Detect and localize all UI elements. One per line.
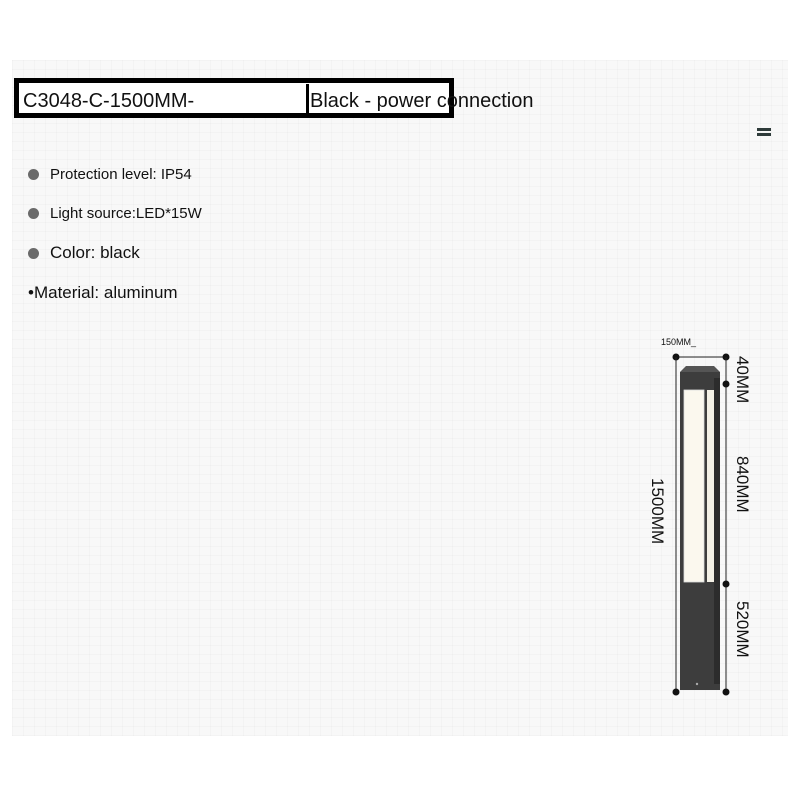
lamp-lens-side: [707, 390, 714, 582]
dimension-point-icon: [723, 689, 730, 696]
bollard-lamp: [680, 366, 720, 690]
dimension-point-icon: [723, 581, 730, 588]
title-divider: [306, 84, 309, 114]
spec-label: Light source:LED*15W: [50, 205, 202, 222]
model-number: C3048-C-1500MM-: [23, 90, 195, 112]
dimension-drawing: [640, 328, 780, 708]
spec-label: Color: black: [50, 243, 140, 262]
bullet-dot-icon: [28, 248, 39, 259]
variant-label: Black - power connection: [310, 90, 534, 112]
spec-label: •Material: aluminum: [28, 283, 178, 302]
lamp-side: [714, 378, 720, 684]
bullet-dot-icon: [28, 208, 39, 219]
total-height-label: 1500MM: [648, 478, 667, 545]
dimension-point-icon: [723, 381, 730, 388]
spec-item-protection: [28, 166, 192, 183]
spec-label: Protection level: IP54: [50, 166, 192, 183]
light-height-label: 840MM: [733, 456, 752, 513]
spec-item-light-source: [28, 205, 202, 222]
spec-item-material: [28, 283, 178, 303]
base-screw-icon: [696, 683, 698, 685]
bullet-dot-icon: [28, 169, 39, 180]
lamp-cap: [680, 366, 720, 372]
top-height-label: 40MM: [733, 356, 752, 404]
spec-item-color: [28, 243, 140, 263]
base-height-label: 520MM: [733, 601, 752, 658]
dimension-point-icon: [673, 689, 680, 696]
width-dimension-label: 150MM_: [661, 337, 697, 347]
menu-bars-icon: [757, 128, 771, 138]
lamp-lens-front: [684, 390, 704, 582]
